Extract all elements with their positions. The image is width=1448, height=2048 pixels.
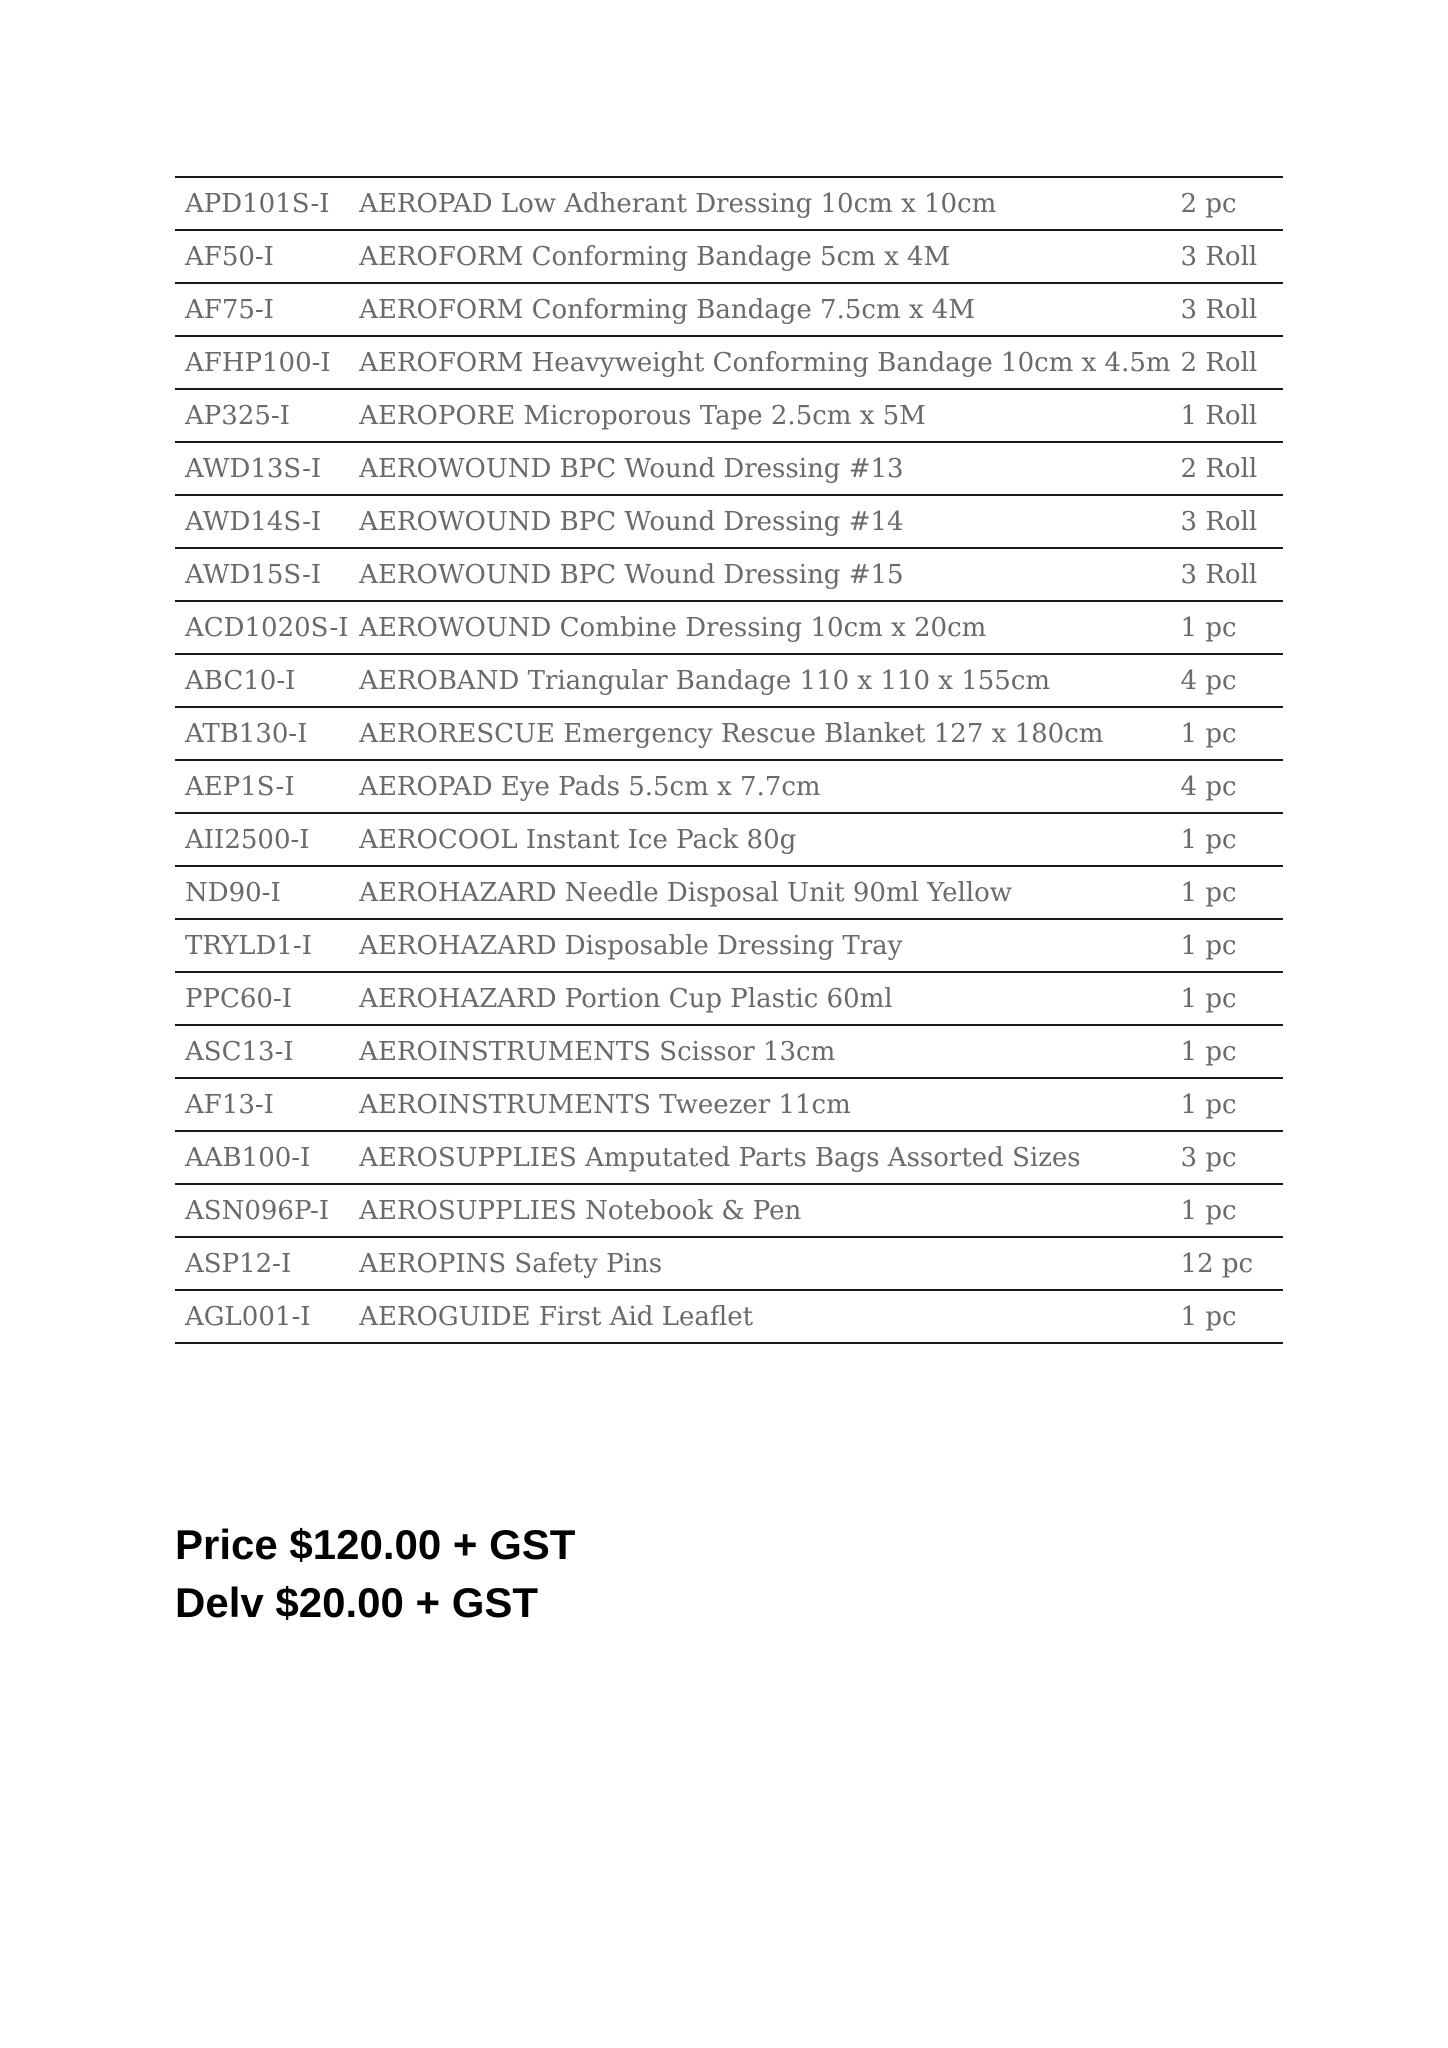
item-code-cell: AFHP100-I (175, 336, 349, 389)
item-quantity-cell: 1 pc (1171, 1290, 1283, 1343)
item-description-cell: AEROWOUND Combine Dressing 10cm x 20cm (349, 601, 1170, 654)
item-code-cell: ND90-I (175, 866, 349, 919)
item-description-cell: AEROCOOL Instant Ice Pack 80g (349, 813, 1170, 866)
item-code-cell: AEP1S-I (175, 760, 349, 813)
table-row (175, 336, 1283, 389)
item-code-cell: AAB100-I (175, 1131, 349, 1184)
item-description-cell: AEROBAND Triangular Bandage 110 x 110 x 155cm (349, 654, 1170, 707)
item-quantity-cell: 3 Roll (1171, 230, 1283, 283)
item-description-cell: AEROWOUND BPC Wound Dressing #13 (349, 442, 1170, 495)
item-description-cell: AEROSUPPLIES Notebook & Pen (349, 1184, 1170, 1237)
table-row (175, 389, 1283, 442)
table-row (175, 1078, 1283, 1131)
item-code-cell: ACD1020S-I (175, 601, 349, 654)
item-code-cell: AWD15S-I (175, 548, 349, 601)
item-quantity-cell: 3 Roll (1171, 548, 1283, 601)
item-quantity-cell: 2 Roll (1171, 442, 1283, 495)
item-description-cell: AEROINSTRUMENTS Scissor 13cm (349, 1025, 1170, 1078)
item-description-cell: AEROHAZARD Portion Cup Plastic 60ml (349, 972, 1170, 1025)
table-row (175, 1290, 1283, 1343)
table-row (175, 760, 1283, 813)
item-quantity-cell: 2 Roll (1171, 336, 1283, 389)
item-quantity-cell: 3 Roll (1171, 495, 1283, 548)
item-description-cell: AEROFORM Conforming Bandage 7.5cm x 4M (349, 283, 1170, 336)
table-row (175, 283, 1283, 336)
item-description-cell: AERORESCUE Emergency Rescue Blanket 127 x 180cm (349, 707, 1170, 760)
item-code-cell: AP325-I (175, 389, 349, 442)
item-description-cell: AEROSUPPLIES Amputated Parts Bags Assorted Sizes (349, 1131, 1170, 1184)
item-description-cell: AEROHAZARD Disposable Dressing Tray (349, 919, 1170, 972)
item-code-cell: ASN096P-I (175, 1184, 349, 1237)
item-quantity-cell: 4 pc (1171, 760, 1283, 813)
item-description-cell: AEROWOUND BPC Wound Dressing #15 (349, 548, 1170, 601)
item-description-cell: AEROINSTRUMENTS Tweezer 11cm (349, 1078, 1170, 1131)
item-quantity-cell: 1 pc (1171, 1184, 1283, 1237)
item-description-cell: AEROPAD Low Adherant Dressing 10cm x 10cm (349, 177, 1170, 230)
item-description-cell: AEROGUIDE First Aid Leaflet (349, 1290, 1170, 1343)
item-description-cell: AEROPINS Safety Pins (349, 1237, 1170, 1290)
item-quantity-cell: 1 pc (1171, 1078, 1283, 1131)
item-quantity-cell: 1 pc (1171, 813, 1283, 866)
item-code-cell: AII2500-I (175, 813, 349, 866)
item-code-cell: AF50-I (175, 230, 349, 283)
table-row (175, 442, 1283, 495)
item-quantity-cell: 1 pc (1171, 601, 1283, 654)
item-description-cell: AEROFORM Conforming Bandage 5cm x 4M (349, 230, 1170, 283)
table-row (175, 601, 1283, 654)
item-code-cell: AGL001-I (175, 1290, 349, 1343)
price-line: Price $120.00 + GST (175, 1521, 576, 1568)
item-code-cell: ABC10-I (175, 654, 349, 707)
item-code-cell: AWD14S-I (175, 495, 349, 548)
item-code-cell: AF75-I (175, 283, 349, 336)
item-quantity-cell: 3 Roll (1171, 283, 1283, 336)
table-row (175, 495, 1283, 548)
table-row (175, 1131, 1283, 1184)
table-row (175, 1184, 1283, 1237)
table-row (175, 654, 1283, 707)
table-row (175, 177, 1283, 230)
item-quantity-cell: 1 pc (1171, 919, 1283, 972)
item-code-cell: AWD13S-I (175, 442, 349, 495)
table-row (175, 707, 1283, 760)
table-row (175, 1025, 1283, 1078)
item-code-cell: AF13-I (175, 1078, 349, 1131)
item-quantity-cell: 1 Roll (1171, 389, 1283, 442)
table-row (175, 866, 1283, 919)
items-table-body (175, 177, 1283, 1343)
item-code-cell: APD101S-I (175, 177, 349, 230)
table-row (175, 813, 1283, 866)
item-quantity-cell: 1 pc (1171, 707, 1283, 760)
item-code-cell: PPC60-I (175, 972, 349, 1025)
table-row (175, 230, 1283, 283)
table-row (175, 1237, 1283, 1290)
item-quantity-cell: 12 pc (1171, 1237, 1283, 1290)
item-code-cell: ASC13-I (175, 1025, 349, 1078)
item-quantity-cell: 1 pc (1171, 1025, 1283, 1078)
item-code-cell: ATB130-I (175, 707, 349, 760)
table-row (175, 972, 1283, 1025)
items-table (175, 176, 1283, 1344)
item-description-cell: AEROFORM Heavyweight Conforming Bandage 10cm x 4.5m (349, 336, 1170, 389)
item-description-cell: AEROPORE Microporous Tape 2.5cm x 5M (349, 389, 1170, 442)
item-description-cell: AEROPAD Eye Pads 5.5cm x 7.7cm (349, 760, 1170, 813)
item-description-cell: AEROHAZARD Needle Disposal Unit 90ml Yellow (349, 866, 1170, 919)
delivery-price-line: Delv $20.00 + GST (175, 1579, 539, 1626)
item-code-cell: TRYLD1-I (175, 919, 349, 972)
item-quantity-cell: 3 pc (1171, 1131, 1283, 1184)
item-description-cell: AEROWOUND BPC Wound Dressing #14 (349, 495, 1170, 548)
pricing-block (175, 1516, 575, 1632)
item-quantity-cell: 1 pc (1171, 972, 1283, 1025)
item-code-cell: ASP12-I (175, 1237, 349, 1290)
item-quantity-cell: 1 pc (1171, 866, 1283, 919)
item-quantity-cell: 2 pc (1171, 177, 1283, 230)
item-quantity-cell: 4 pc (1171, 654, 1283, 707)
table-row (175, 548, 1283, 601)
table-row (175, 919, 1283, 972)
